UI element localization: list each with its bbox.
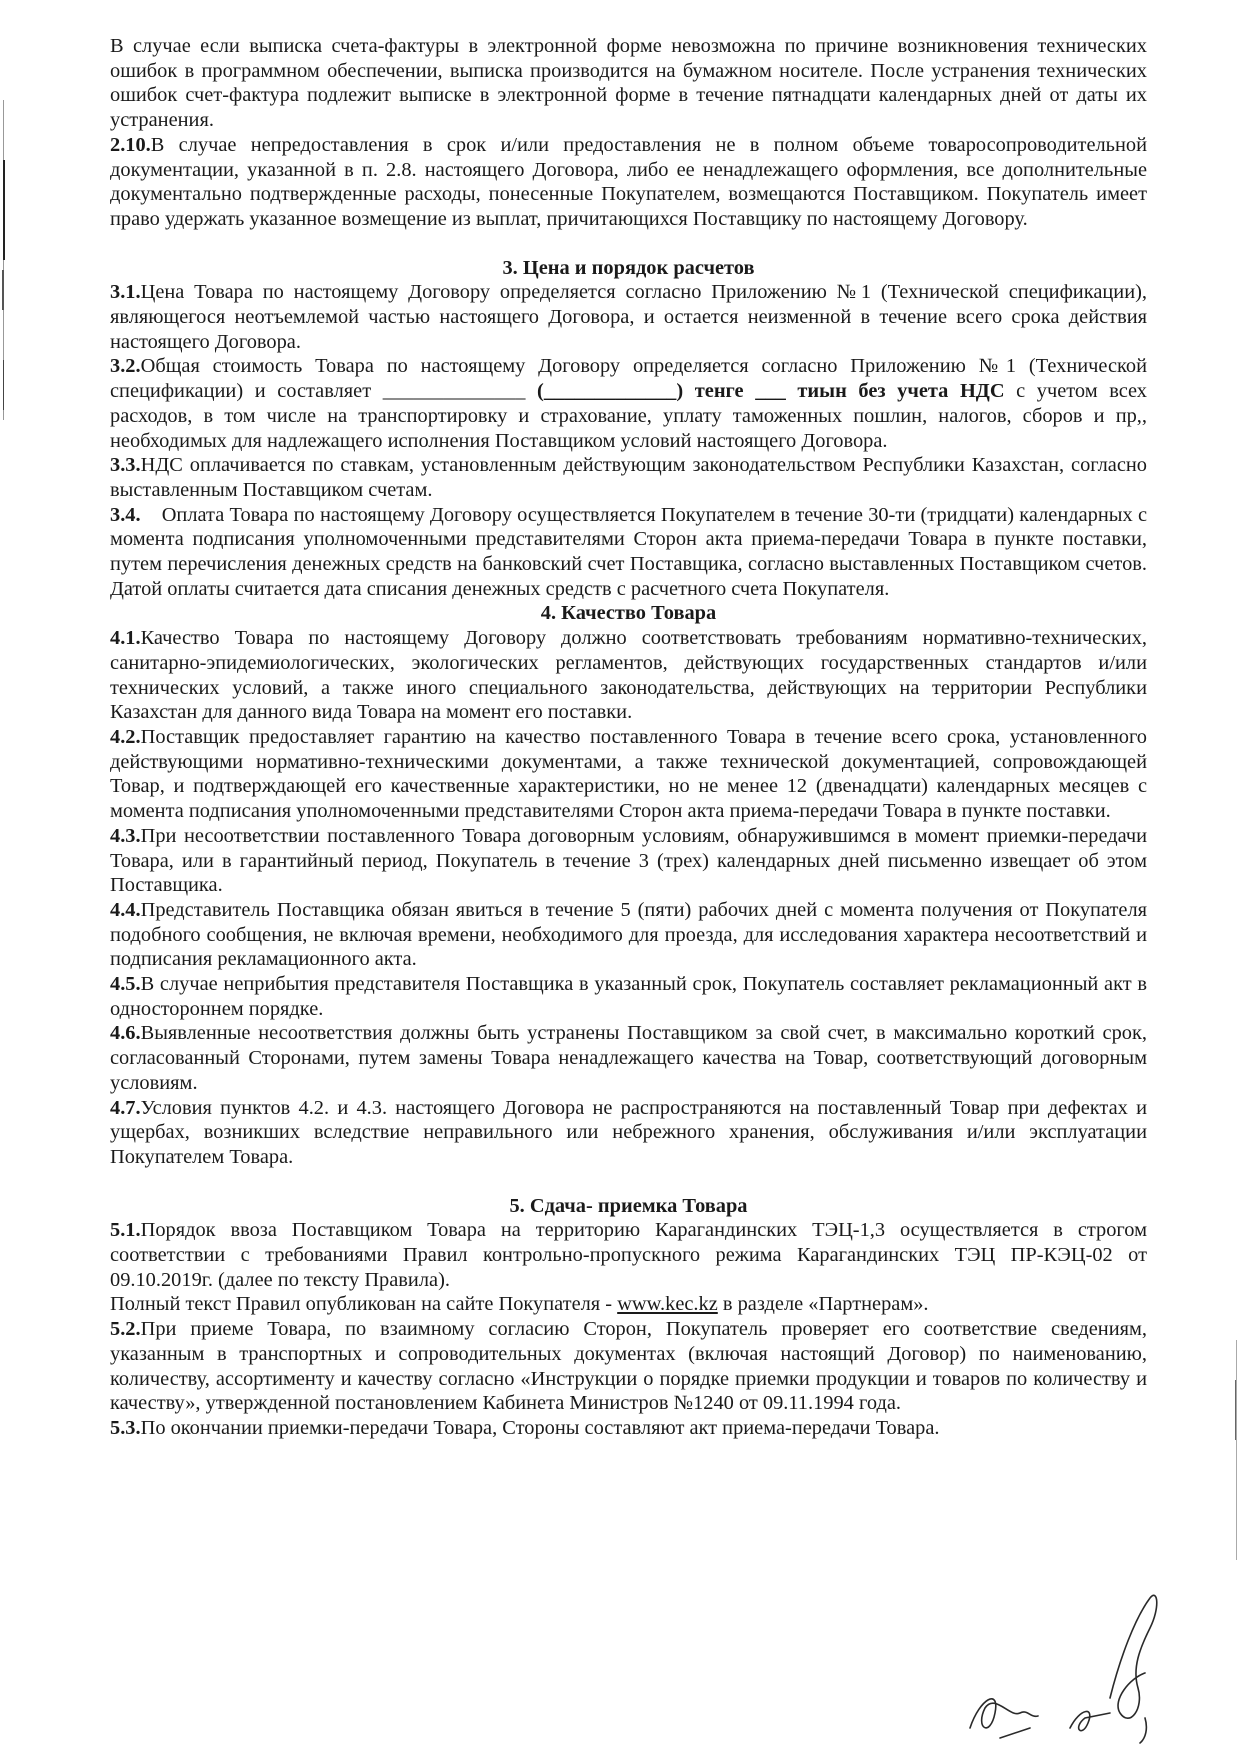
clause-number: 4.1. (110, 627, 141, 650)
clause-4-5 (110, 972, 1147, 1021)
clause-4-1 (110, 626, 1147, 725)
clause-number: 4.5. (110, 973, 141, 996)
clause-5-1 (110, 1218, 1147, 1292)
section-5-heading: 5. Сдача- приемка Товара (509, 1194, 748, 1217)
clause-number: 5.1. (110, 1219, 141, 1242)
handwritten-signatures (960, 1578, 1190, 1748)
clause-number: 4.6. (110, 1022, 141, 1045)
clause-number: 4.4. (110, 898, 141, 921)
clause-text: В случае непредоставления в срок и/или предоставления не в полном объеме товаросопроводительной документации, указанной в п. 2.8. настоящего Договора, либо ее ненадлежащего оформления, все дополнительные документально подтвержденные расходы, понесенные Покупателем, возмещаются Поставщиком. Покупатель имеет право удержать указанное возмещение из выплат, причитающихся Поставщику по настоящему Договору. (110, 133, 1147, 230)
clause-text: Поставщик предоставляет гарантию на качество поставленного Товара в течение всего срока, установленного действующими нормативно-техническими документами, а также технической документацией, сопровождающей Товар, и подтверждающей его качественные характеристики, но не менее 12 (двенадцати) календарных месяцев с момента подписания уполномоченными представителями Сторон акта приема-передачи Товара в пункте поставки. (110, 725, 1147, 823)
clause-4-6 (110, 1021, 1147, 1095)
clause-text: При несоответствии поставленного Товара договорным условиям, обнаружившимся в момент приемки-передачи Товара, или в гарантийный период, Покупатель в течение 3 (трех) календарных дней письменно извещает об этом Поставщика. (110, 824, 1147, 897)
clause-number: 3.2. (110, 355, 141, 378)
clause-text: НДС оплачивается по ставкам, установленным действующим законодательством Республики Казахстан, согласно выставленным Поставщиком счетам. (110, 454, 1147, 501)
clause-3-4 (110, 503, 1147, 602)
vat-note: тиын без учета НДС (797, 380, 1005, 403)
clause-text: По окончании приемки-передачи Товара, Стороны составляют акт приема-передачи Товара. (140, 1416, 940, 1439)
clause-5-3 (110, 1416, 1147, 1441)
clause-4-7 (110, 1096, 1147, 1170)
clause-number: 3.3. (110, 454, 141, 477)
clause-number: 5.2. (110, 1318, 141, 1341)
clause-number: 3.4. (110, 503, 141, 526)
paragraph-intro: В случае если выписка счета-фактуры в электронной форме невозможна по причине возникновения технических ошибок в программном обеспечении, выписка производится на бумажном носителе. После устранения технических ошибок счет-фактура подлежит выписке в электронной форме в течение пятнадцати календарных дней от даты их устранения. (110, 35, 1147, 132)
clause-text-continued: с учетом всех расходов, в том числе на транспортировку и страхование, уплату таможенных пошлин, налогов, сборов и пр,, необходимых для надлежащего исполнения Поставщиком условий настоящего Договора. (110, 380, 1148, 452)
document-body (110, 34, 1147, 1441)
clause-number: 5.3. (110, 1416, 141, 1439)
clause-number: 4.2. (110, 725, 141, 748)
blank-tiyn: ___ (755, 380, 786, 403)
clause-3-1 (110, 280, 1147, 354)
clause-number: 3.1. (110, 281, 141, 304)
clause-text: Выявленные несоответствия должны быть устранены Поставщиком за свой счет, в максимально короткий срок, согласованный Сторонами, путем замены Товара ненадлежащего качества на Товар, соответствующий договорным условиям. (110, 1022, 1147, 1094)
clause-5-2 (110, 1317, 1147, 1416)
clause-text: При приеме Товара, по взаимному согласию Сторон, Покупатель проверяет его соответствие сведениям, указанным в транспортных и сопроводительных документах (включая настоящий Договор) по наименованию, количеству, ассортименту и качеству согласно «Инструкции о порядке приемки продукции и товаров по количеству и качеству», утвержденной постановлением Кабинета Министров №1240 от 09.11.1994 года. (110, 1318, 1147, 1415)
paren-open: ( (537, 380, 544, 403)
clause-number: 4.3. (110, 824, 141, 847)
rules-publication-note: Полный текст Правил опубликован на сайте Покупателя - www.kec.kz в разделе «Партнерам». (110, 1293, 929, 1316)
clause-4-2 (110, 725, 1147, 824)
blank-amount-words: _____________ (543, 380, 677, 403)
clause-text: Условия пунктов 4.2. и 4.3. настоящего Договора не распространяются на поставленный Товар при дефектах и ущербах, возникших вследствие неправильного или небрежного хранения, обслуживания и/или эксплуатации Покупателем Товара. (110, 1096, 1147, 1168)
clause-3-3 (110, 453, 1147, 502)
clause-text: Представитель Поставщика обязан явиться в течение 5 (пяти) рабочих дней с момента получения от Покупателя подобного сообщения, не включая времени, необходимого для проезда, для исследования характера несоответствий и подписания рекламационного акта. (110, 898, 1147, 971)
clause-number: 2.10. (110, 133, 151, 156)
clause-4-3 (110, 824, 1147, 898)
clause-number: 4.7. (110, 1096, 141, 1119)
clause-text: Порядок ввоза Поставщиком Товара на территорию Карагандинских ТЭЦ-1,3 осуществляется в строгом соответствии с требованиями Правил контрольно-пропускного режима Карагандинских ТЭЦ ПР-КЭЦ-02 от 09.10.2019г. (далее по тексту Правила). (110, 1219, 1147, 1291)
clause-text: Цена Товара по настоящему Договору определяется согласно Приложению №1 (Технической спецификации), являющегося неотъемлемой частью настоящего Договора, и остается неизменной в течение всего срока действия настоящего Договора. (110, 281, 1147, 353)
clause-4-4 (110, 898, 1147, 972)
clause-3-2 (110, 354, 1147, 453)
blank-amount-digits: ______________ (382, 380, 526, 403)
section-3-heading: 3. Цена и порядок расчетов (502, 256, 755, 279)
clause-text: Качество Товара по настоящему Договору должно соответствовать требованиям нормативно-технических, санитарно-эпидемиологических, экологических регламентов, действующих государственных стандартов и/или технических условий, а также иного специального законодательства, действующих на территории Республики Казахстан для данного вида Товара на момент его поставки. (110, 627, 1147, 724)
scan-edge-mark-right (1232, 1340, 1240, 1560)
clause-text: В случае неприбытия представителя Поставщика в указанный срок, Покупатель составляет рекламационный акт в одностороннем порядке. (110, 973, 1147, 1020)
website-link[interactable]: www.kec.kz (617, 1293, 718, 1316)
clause-text: Общая стоимость Товара по настоящему Договору определяется согласно Приложению №1 (Технической спецификации) и составляет (110, 355, 1147, 403)
section-4-heading: 4. Качество Товара (540, 602, 717, 625)
clause-text: Оплата Товара по настоящему Договору осуществляется Покупателем в течение 30-ти (тридцати) календарных с момента подписания уполномоченными представителями Сторон акта приема-передачи Товара в пункте поставки, путем перечисления денежных средств на банковский счет Поставщика, согласно выставленных Поставщиком счетов. Датой оплаты считается дата списания денежных средств с расчетного счета Покупателя. (110, 503, 1147, 600)
clause-2-10 (110, 133, 1147, 232)
currency-tenge: ) тенге (676, 380, 744, 403)
scan-edge-mark-left (0, 100, 14, 420)
